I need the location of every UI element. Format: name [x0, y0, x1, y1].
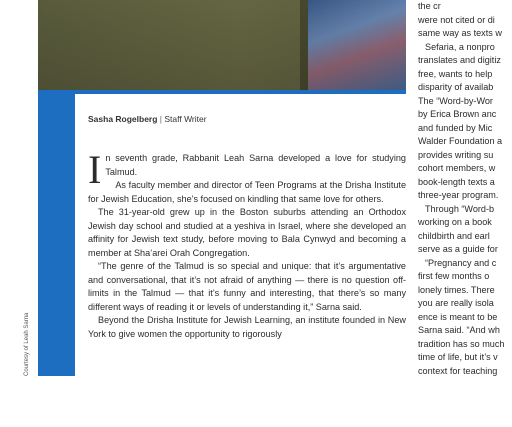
byline — [88, 114, 207, 124]
author-name: Sasha Rogelberg — [88, 114, 158, 124]
next-column — [418, 0, 512, 378]
photo-credit: Courtesy of Leah Sarna — [24, 312, 30, 376]
column-line: Sefaria, a nonpro — [425, 41, 495, 52]
accent-bar — [38, 94, 75, 376]
column-line: same way as texts w — [418, 28, 502, 38]
article-paragraph: As faculty member and director of Teen Programs at the Drisha Institute for Jewish Education, she’s focused on kindling that same love for others. — [88, 180, 406, 204]
column-line: Sarna said. “And wh — [418, 325, 500, 335]
column-line: lonely times. There — [418, 284, 495, 295]
article-paragraph: The 31-year-old grew up in the Boston suburbs attending an Orthodox Jewish day school and studied at a yeshiva in Israel, where she developed an affinity for Jewish text study, before moving to Bala Cynwyd and becoming a member at Sha’arei Orah Congregation. — [88, 207, 406, 258]
article-body — [88, 147, 406, 341]
column-line: disparity of availab — [418, 82, 494, 92]
column-line: were not cited or di — [418, 14, 495, 25]
column-line: “Pregnancy and c — [425, 257, 497, 268]
byline-separator: | — [157, 114, 165, 124]
article-paragraph: In seventh grade, Rabbanit Leah Sarna developed a love for studying Talmud. — [88, 147, 406, 192]
column-line: you are really isola — [418, 298, 494, 308]
column-line: three-year program. — [418, 190, 499, 200]
column-line: childbirth and earl — [418, 230, 490, 241]
article-paragraph: Beyond the Drisha Institute for Jewish Learning, an institute founded in New York to give women the opportunity to rigorously — [88, 315, 406, 339]
column-line: serve as a guide for — [418, 244, 498, 254]
column-line: The “Word-by-Wor — [418, 95, 493, 106]
column-line: free, wants to help — [418, 68, 493, 79]
column-line: cohort members, w — [418, 163, 496, 173]
column-line: provides writing su — [418, 149, 494, 160]
column-line: context for teaching — [418, 365, 498, 376]
column-line: translates and digitiz — [418, 55, 501, 65]
drop-cap: I — [88, 147, 102, 192]
article-paragraph: “The genre of the Talmud is so special and unique: that it’s argumentative and conversational, that it’s not afraid of anything — there is no question off-limits in the Talmud — that it’s funny and interesting, that there’s so many different ways of reading it or levels of understanding it,” Sarna said. — [88, 261, 406, 312]
column-line: Through “Word-b — [425, 203, 495, 214]
photo-border — [38, 90, 406, 94]
column-line: tradition has so much — [418, 338, 505, 349]
article-photo — [38, 0, 406, 90]
column-line: by Erica Brown anc — [418, 109, 497, 119]
column-line: and funded by Mic — [418, 122, 493, 133]
column-line: first few months o — [418, 271, 490, 281]
column-line: book-length texts a — [418, 176, 495, 187]
column-line: time of life, but it’s v — [418, 352, 498, 362]
column-line: working on a book — [418, 217, 492, 227]
column-line: the cr — [418, 1, 441, 11]
column-line: ence is meant to be — [418, 311, 498, 322]
column-line: Walder Foundation a — [418, 136, 503, 146]
author-role: Staff Writer — [164, 114, 207, 124]
